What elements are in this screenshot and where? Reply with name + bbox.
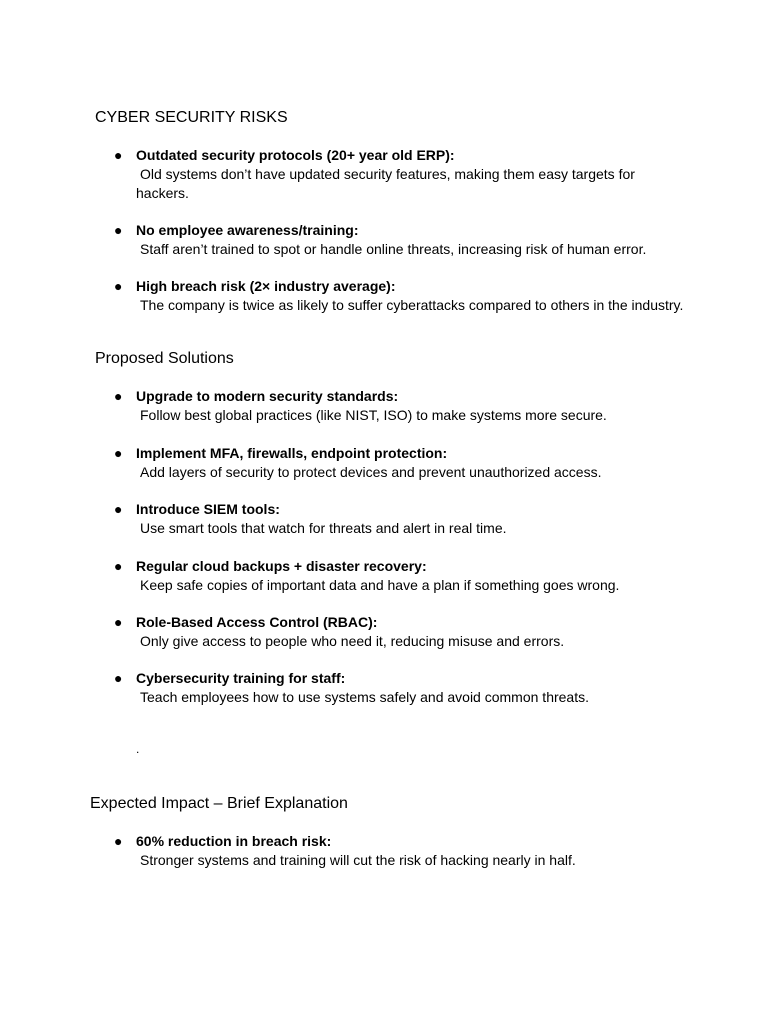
stray-period: . (136, 742, 140, 756)
item-description: Teach employees how to use systems safely and avoid common threats. (140, 689, 589, 705)
item-description: Stronger systems and training will cut the risk of hacking nearly in half. (140, 852, 576, 868)
item-title: 60% reduction in breach risk: (136, 833, 332, 849)
bullet-icon: ● (114, 833, 123, 849)
item-title: High breach risk (2× industry average): (136, 278, 396, 294)
impact-heading: Expected Impact – Brief Explanation (90, 795, 348, 812)
item-description: Follow best global practices (like NIST, ISO) to make systems more secure. (140, 407, 607, 423)
item-description: Add layers of security to protect devices and prevent unauthorized access. (140, 464, 602, 480)
bullet-icon: ● (114, 614, 123, 630)
item-description: Old systems don’t have updated security features, making them easy targets for hackers. (136, 166, 635, 201)
bullet-icon: ● (114, 501, 123, 517)
bullet-icon: ● (114, 278, 123, 294)
item-title: Role-Based Access Control (RBAC): (136, 614, 378, 630)
risks-heading: CYBER SECURITY RISKS (95, 109, 288, 126)
bullet-icon: ● (114, 222, 123, 238)
item-title: Upgrade to modern security standards: (136, 388, 399, 404)
item-title: Introduce SIEM tools: (136, 501, 280, 517)
item-description: Keep safe copies of important data and have a plan if something goes wrong. (140, 577, 620, 593)
bullet-icon: ● (114, 147, 123, 163)
bullet-icon: ● (114, 388, 123, 404)
item-title: Outdated security protocols (20+ year old ERP): (136, 147, 455, 163)
bullet-icon: ● (114, 558, 123, 574)
item-title: No employee awareness/training: (136, 222, 359, 238)
item-description: Only give access to people who need it, reducing misuse and errors. (140, 633, 565, 649)
item-title: Implement MFA, firewalls, endpoint protection: (136, 445, 448, 461)
bullet-icon: ● (114, 670, 123, 686)
item-description: Use smart tools that watch for threats and alert in real time. (140, 520, 507, 536)
item-description: The company is twice as likely to suffer cyberattacks compared to others in the industry. (140, 297, 684, 313)
item-title: Regular cloud backups + disaster recovery: (136, 558, 427, 574)
item-description: Staff aren’t trained to spot or handle online threats, increasing risk of human error. (140, 241, 647, 257)
item-title: Cybersecurity training for staff: (136, 670, 346, 686)
solutions-heading: Proposed Solutions (95, 350, 234, 367)
bullet-icon: ● (114, 445, 123, 461)
